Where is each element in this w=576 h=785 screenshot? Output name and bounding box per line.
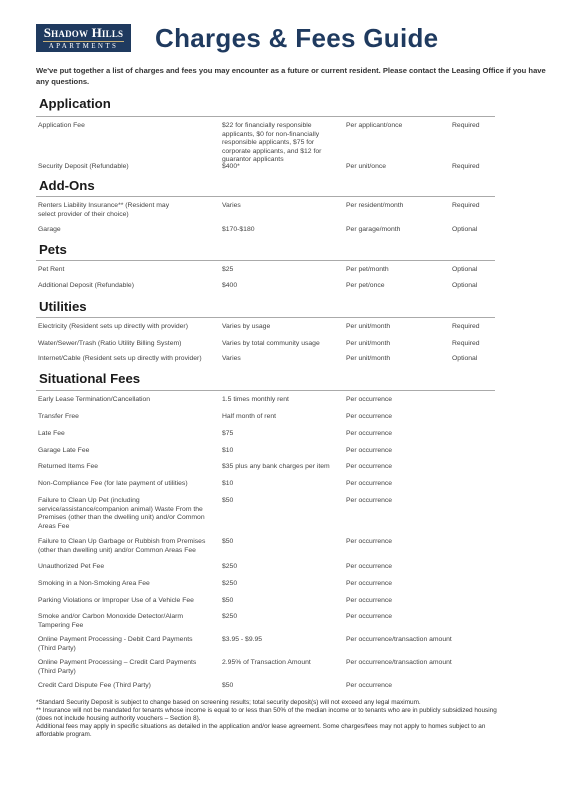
fee-status: Optional [452, 226, 478, 233]
fee-frequency: Per occurrence [346, 563, 393, 570]
fee-name: Transfer Free [38, 413, 79, 420]
section-divider [36, 317, 495, 318]
page-header [0, 0, 576, 62]
fee-frequency: Per pet/once [346, 282, 385, 289]
fee-amount: $50 [222, 497, 234, 504]
fee-frequency: Per resident/month [346, 202, 404, 209]
fee-amount: $50 [222, 682, 234, 689]
fee-status: Required [452, 122, 480, 129]
fee-amount: $10 [222, 480, 234, 487]
fee-name: Renters Liability Insurance** (Resident may select provider of their choice) [38, 202, 170, 218]
fee-amount: $250 [222, 613, 238, 620]
fee-amount: 1.5 times monthly rent [222, 396, 289, 403]
fee-amount: $250 [222, 580, 238, 587]
fee-name: Garage Late Fee [38, 447, 90, 454]
fee-name: Late Fee [38, 430, 65, 437]
fee-frequency: Per applicant/once [346, 122, 403, 129]
fee-name: Pet Rent [38, 266, 65, 273]
fee-frequency: Per unit/month [346, 323, 391, 330]
fee-frequency: Per occurrence [346, 463, 393, 470]
fee-amount: $22 for financially responsible applicants, $0 for non-financially responsible applicants, $75 for corporate applicants, and $12 for guarantor applicants [222, 122, 322, 164]
fee-amount: Varies by total community usage [222, 340, 320, 347]
fee-status: Optional [452, 282, 478, 289]
fee-frequency: Per occurrence [346, 682, 393, 689]
fee-name: Online Payment Processing – Credit Card Payments (Third Party) [38, 659, 197, 675]
fee-name: Non-Compliance Fee (for late payment of utilities) [38, 480, 188, 487]
fee-amount: $250 [222, 563, 238, 570]
fee-frequency: Per occurrence [346, 396, 393, 403]
fee-frequency: Per unit/month [346, 340, 391, 347]
fee-amount: Half month of rent [222, 413, 277, 420]
fee-frequency: Per occurrence [346, 597, 393, 604]
fee-name: Returned Items Fee [38, 463, 99, 470]
fee-amount: $400* [222, 163, 240, 170]
footnote-insurance: ** Insurance will not be mandated for tenants whose income is equal to or less than 50% of the median income or to tenants who are in publicly subsidized housing (does not include housing authority vouchers – Section 8). [36, 707, 497, 723]
fee-name: Application Fee [38, 122, 85, 129]
fee-frequency: Per occurrence [346, 580, 393, 587]
fee-amount: $75 [222, 430, 234, 437]
fee-amount: $400 [222, 282, 238, 289]
fee-name: Failure to Clean Up Garbage or Rubbish from Premises (other than dwelling unit) and/or Common Areas Fee [38, 538, 206, 554]
fee-name: Internet/Cable (Resident sets up directly with provider) [38, 355, 202, 362]
fee-frequency: Per unit/month [346, 355, 391, 362]
section-divider [36, 390, 495, 391]
fee-amount: $3.95 - $9.95 [222, 636, 263, 643]
fee-name: Smoking in a Non-Smoking Area Fee [38, 580, 150, 587]
fee-amount: $25 [222, 266, 234, 273]
fee-amount: $10 [222, 447, 234, 454]
fee-frequency: Per occurrence/transaction amount [346, 659, 452, 666]
fee-name: Smoke and/or Carbon Monoxide Detector/Alarm Tampering Fee [38, 613, 184, 629]
logo-name: Shadow Hills [43, 25, 124, 40]
page-title: Charges & Fees Guide [155, 23, 439, 53]
fee-frequency: Per occurrence [346, 413, 393, 420]
fee-frequency: Per unit/once [346, 163, 387, 170]
fee-amount: 2.95% of Transaction Amount [222, 659, 311, 666]
section-divider [36, 260, 495, 261]
fee-frequency: Per occurrence [346, 538, 393, 545]
fee-frequency: Per occurrence [346, 497, 393, 504]
fee-name: Early Lease Termination/Cancellation [38, 396, 151, 403]
fee-amount: Varies [222, 202, 241, 209]
section-divider [36, 116, 495, 117]
footnote-security-deposit: *Standard Security Deposit is subject to change based on screening results; total security deposit(s) will not exceed any legal maximum. [36, 699, 421, 706]
fee-name: Security Deposit (Refundable) [38, 163, 129, 170]
fee-frequency: Per occurrence [346, 480, 393, 487]
fee-amount: $50 [222, 538, 234, 545]
fee-frequency: Per occurrence [346, 430, 393, 437]
fee-amount: $35 plus any bank charges per item [222, 463, 330, 470]
fee-name: Garage [38, 226, 61, 233]
fee-status: Required [452, 163, 480, 170]
intro-text: We've put together a list of charges and fees you may encounter as a future or current resident. Please contact the Leasing Office if you have any questions. [36, 66, 546, 86]
fee-name: Electricity (Resident sets up directly with provider) [38, 323, 188, 330]
fee-amount: Varies by usage [222, 323, 271, 330]
fee-frequency: Per pet/month [346, 266, 389, 273]
fee-name: Failure to Clean Up Pet (including service/assistance/companion animal) Waste From the Premises (other than the dwelling unit) and/or Common Areas Fee [38, 497, 205, 530]
section-title-pets: Pets [39, 242, 67, 257]
fee-status: Required [452, 202, 480, 209]
fee-status: Optional [452, 266, 478, 273]
fee-status: Required [452, 323, 480, 330]
section-divider [36, 196, 495, 197]
shadow-hills-logo [36, 24, 131, 52]
fee-name: Unauthorized Pet Fee [38, 563, 105, 570]
section-title-situational-fees: Situational Fees [39, 371, 141, 386]
fee-amount: $50 [222, 597, 234, 604]
fee-name: Online Payment Processing - Debit Card Payments (Third Party) [38, 636, 193, 652]
fee-name: Additional Deposit (Refundable) [38, 282, 134, 289]
fee-frequency: Per occurrence [346, 447, 393, 454]
section-title-add-ons: Add-Ons [39, 178, 95, 193]
fee-frequency: Per occurrence/transaction amount [346, 636, 452, 643]
section-title-application: Application [39, 96, 111, 111]
footnote-additional-fees: Additional fees may apply in specific situations as detailed in the application and/or lease agreement. Some charges/fees may not apply to homes subject to an affordable program. [36, 723, 486, 739]
section-title-utilities: Utilities [39, 299, 87, 314]
fee-amount: $170-$180 [222, 226, 255, 233]
fee-name: Parking Violations or Improper Use of a Vehicle Fee [38, 597, 194, 604]
fee-name: Water/Sewer/Trash (Ratio Utility Billing System) [38, 340, 182, 347]
fee-name: Credit Card Dispute Fee (Third Party) [38, 682, 151, 689]
fee-frequency: Per garage/month [346, 226, 401, 233]
footnotes [36, 699, 506, 739]
fee-status: Optional [452, 355, 478, 362]
fee-status: Required [452, 340, 480, 347]
fee-amount: Varies [222, 355, 241, 362]
logo-subtitle: APARTMENTS [43, 41, 124, 51]
fee-frequency: Per occurrence [346, 613, 393, 620]
